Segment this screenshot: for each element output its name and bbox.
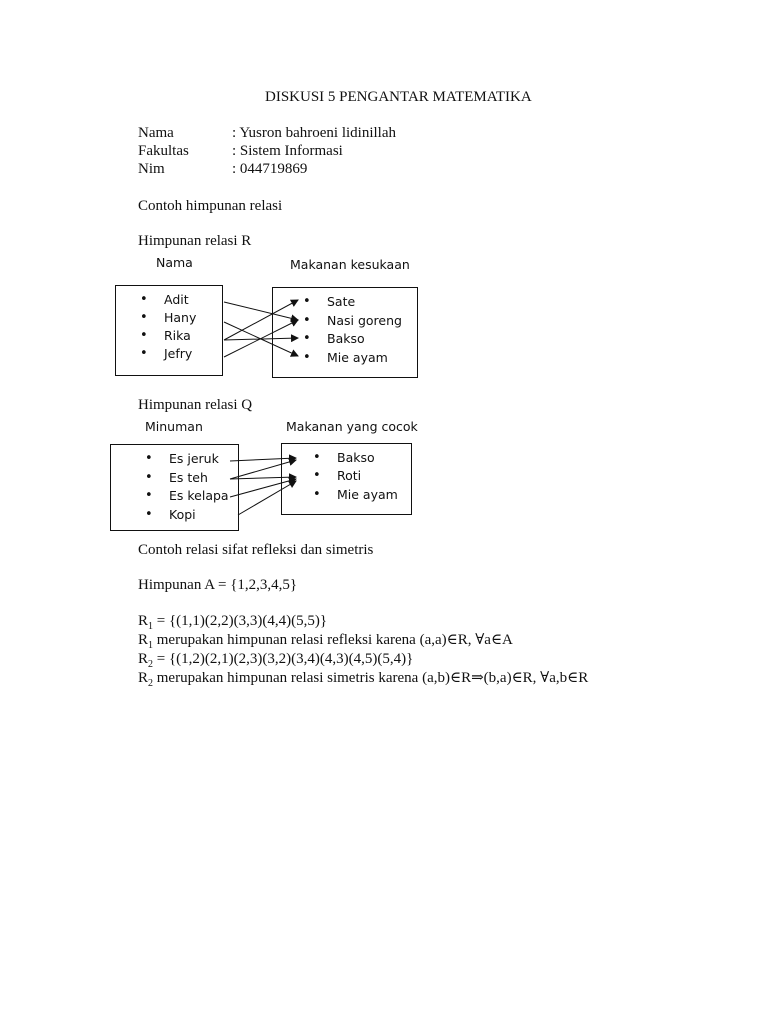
bullet-icon: • bbox=[303, 294, 311, 309]
r1-definition: $R_1 = \{(1,1)(2,2)(3,3)(4,4)(5,5)\}$ bbox=[138, 613, 328, 632]
relation-q-left-title: Minuman bbox=[145, 419, 203, 434]
identity-nim-label: Nim bbox=[138, 161, 165, 177]
arrow-kopi-roti bbox=[238, 481, 296, 515]
identity-faculty-label: Fakultas bbox=[138, 143, 189, 159]
arrow-eskelapa-roti bbox=[230, 479, 296, 497]
r1-explanation: $R_1$ merupakan himpunan relasi refleksi karena (a,a)∈R, ∀a∈A bbox=[138, 632, 513, 651]
relation-r-domain-box: • Adit • Hany • Rika • Jefry bbox=[115, 285, 223, 376]
relation-q-right-title: Makanan yang cocok bbox=[286, 419, 418, 434]
set-a-definition: Himpunan A = {1,2,3,4,5} bbox=[138, 577, 298, 593]
bullet-icon: • bbox=[145, 488, 153, 503]
relation-r-left-title: Nama bbox=[156, 255, 193, 270]
relation-r-right-title: Makanan kesukaan bbox=[290, 257, 410, 272]
document-title: DISKUSI 5 PENGANTAR MATEMATIKA bbox=[265, 89, 532, 105]
bullet-icon: • bbox=[140, 310, 148, 325]
relation-q-domain-box: • Es jeruk • Es teh • Es kelapa • Kopi bbox=[110, 444, 239, 531]
identity-faculty-value: : Sistem Informasi bbox=[232, 143, 343, 159]
arrow-adit-nasi-goreng bbox=[224, 302, 298, 320]
identity-name-value: : Yusron bahroeni lidinillah bbox=[232, 125, 397, 141]
bullet-icon: • bbox=[303, 313, 311, 328]
example-heading: Contoh himpunan relasi bbox=[138, 198, 283, 214]
bullet-icon: • bbox=[145, 470, 153, 485]
bullet-icon: • bbox=[313, 450, 321, 465]
bullet-icon: • bbox=[145, 507, 153, 522]
bullet-icon: • bbox=[303, 331, 311, 346]
relation-r-heading: Himpunan relasi R bbox=[138, 233, 252, 249]
arrow-esjeruk-bakso bbox=[230, 458, 296, 461]
properties-heading: Contoh relasi sifat refleksi dan simetris bbox=[138, 542, 374, 558]
bullet-icon: • bbox=[140, 346, 148, 361]
bullet-icon: • bbox=[145, 451, 153, 466]
relation-r-codomain-box: • Sate • Nasi goreng • Bakso • Mie ayam bbox=[272, 287, 418, 378]
bullet-icon: • bbox=[140, 328, 148, 343]
arrow-esteh-bakso bbox=[230, 460, 296, 479]
r2-definition: $R_2 = \{(1,2)(2,1)(2,3)(3,2)(3,4)(4,3)(4,5)(5,4)\}$ bbox=[138, 651, 414, 670]
r2-explanation: $R_2$ merupakan himpunan relasi simetris karena (a,b)∈R⇒(b,a)∈R, ∀a,b∈R bbox=[138, 670, 589, 689]
bullet-icon: • bbox=[303, 350, 311, 365]
bullet-icon: • bbox=[313, 487, 321, 502]
bullet-icon: • bbox=[140, 292, 148, 307]
relation-q-codomain-box: • Bakso • Roti • Mie ayam bbox=[281, 443, 412, 515]
bullet-icon: • bbox=[313, 468, 321, 483]
identity-nim-value: : 044719869 bbox=[232, 161, 308, 177]
arrow-esteh-roti bbox=[230, 477, 296, 479]
relation-q-heading: Himpunan relasi Q bbox=[138, 397, 253, 413]
identity-name-label: Nama bbox=[138, 125, 174, 141]
arrow-rika-sate bbox=[224, 300, 298, 340]
